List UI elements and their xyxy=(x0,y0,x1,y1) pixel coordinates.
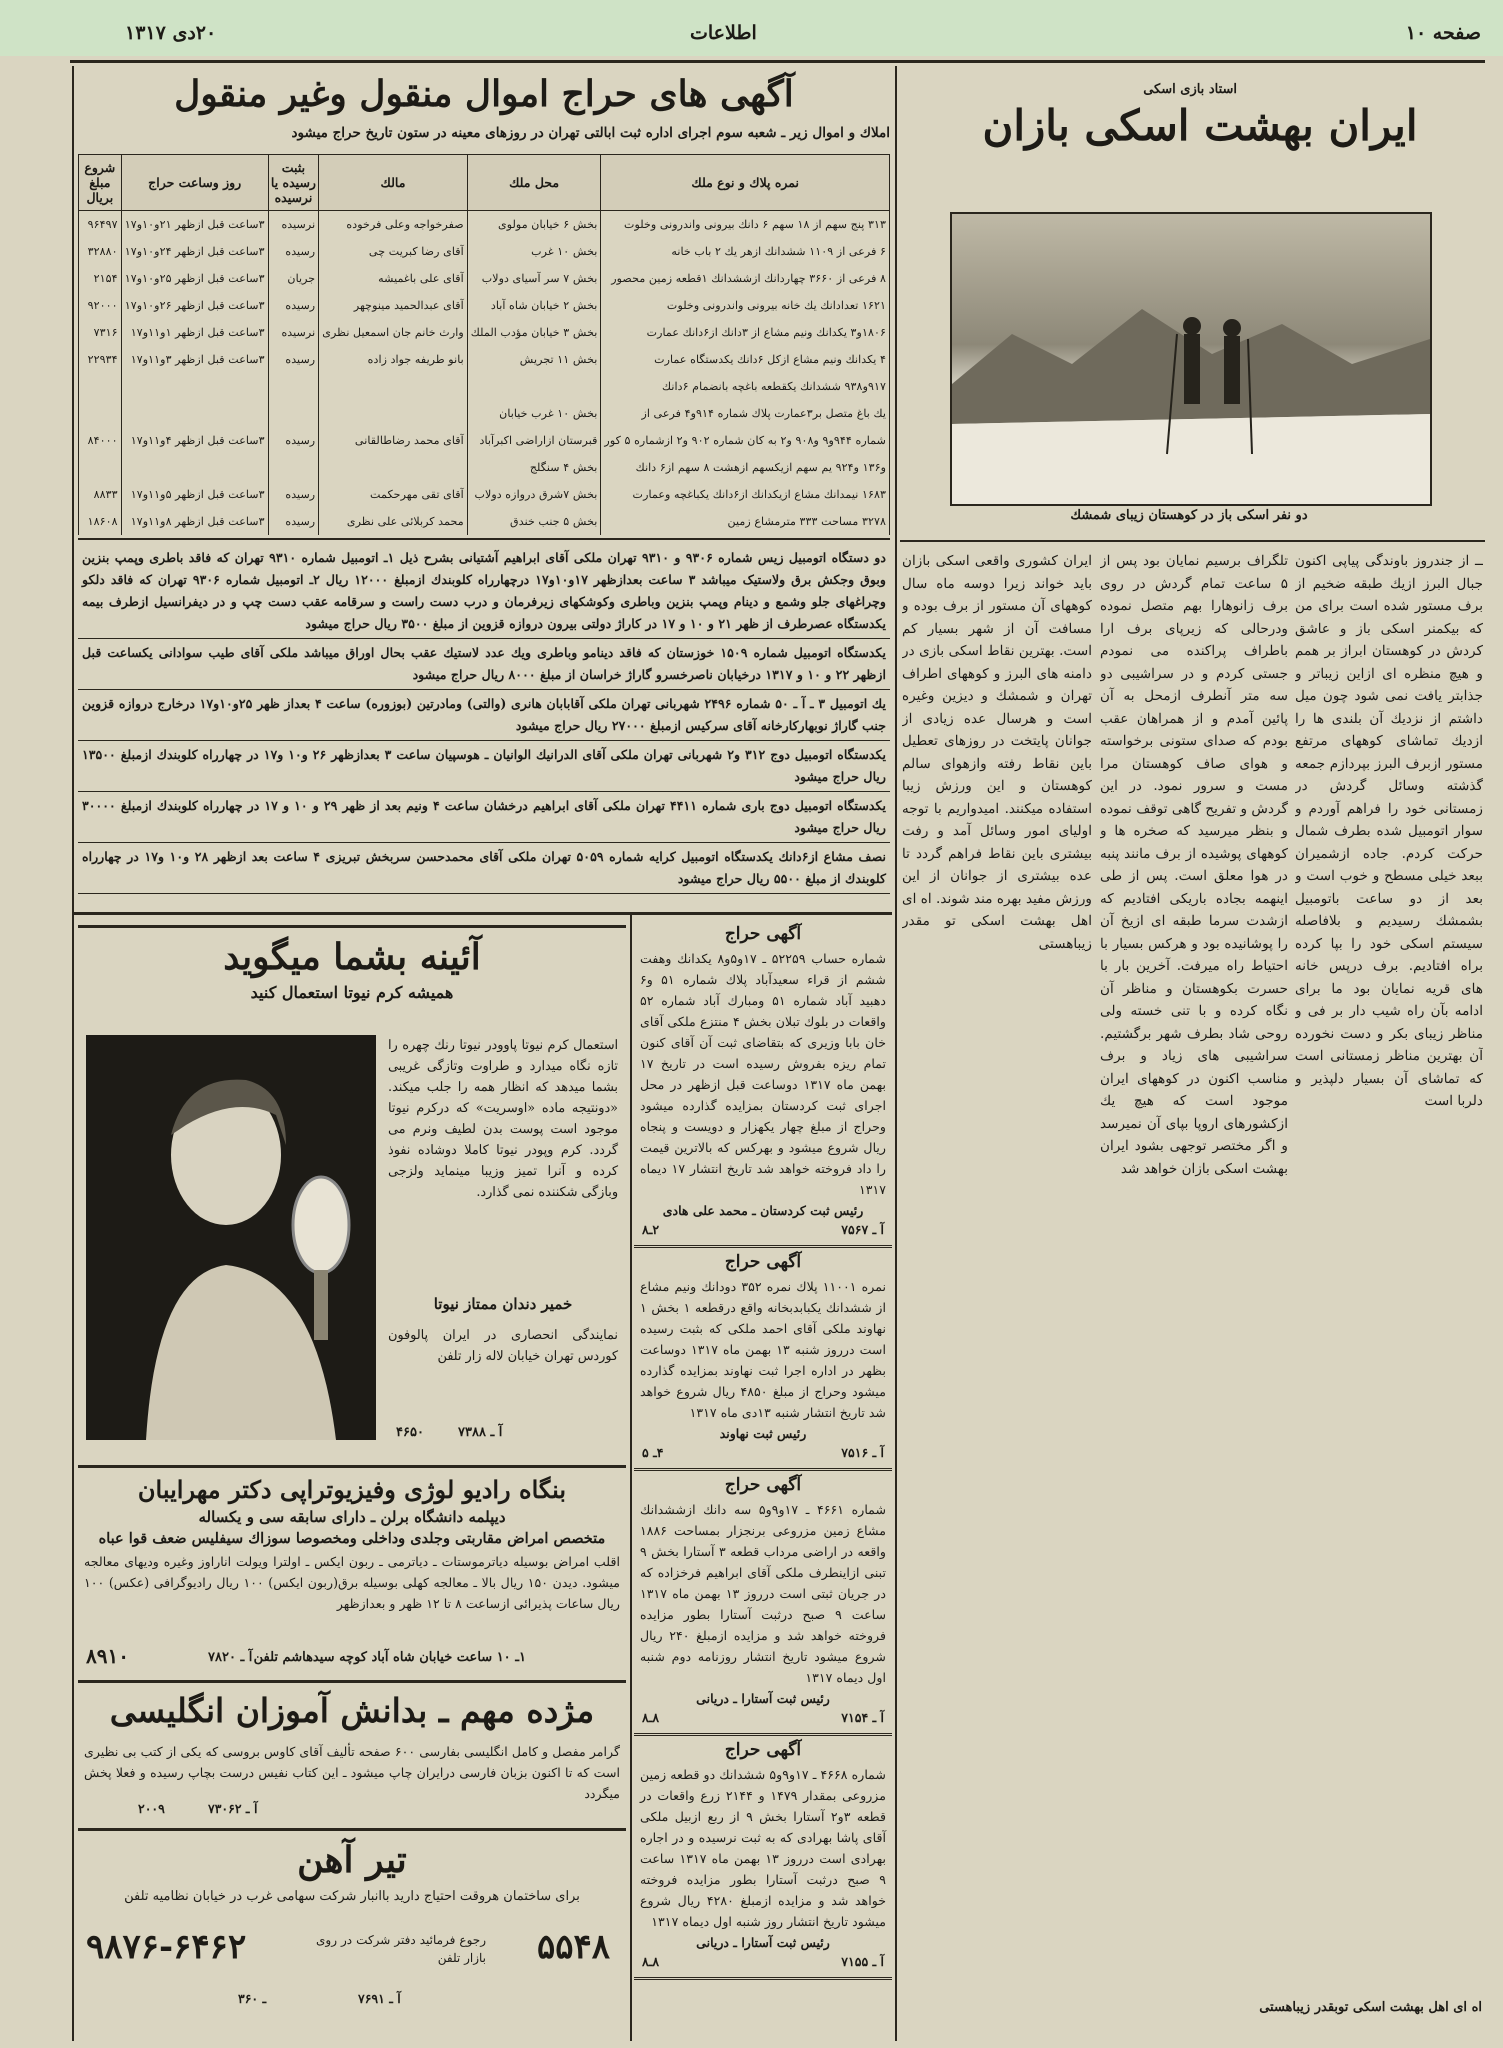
auction-notice-code2: ۸ـ۸ xyxy=(642,1954,660,1969)
auction-notice-title: آگهی حراج xyxy=(724,1475,802,1495)
auction-table-header: نمره پلاك و نوع ملك xyxy=(601,155,890,211)
clinic-phone: ۸۹۱۰ xyxy=(86,1644,129,1668)
auction-table-row xyxy=(79,211,890,239)
auction-table-header: بثبت رسیده یا نرسیده xyxy=(268,155,319,211)
auction-table-cell: بخش ۷شرق دروازه دولاب xyxy=(467,481,601,508)
clinic-code: آ ـ ۷۸۲۰ xyxy=(208,1650,253,1665)
auction-table-cell: ۳ساعت قبل ازظهر ۲۶و۱۰و۱۷ xyxy=(121,292,268,319)
auction-table-cell xyxy=(268,373,319,400)
auction-table-cell xyxy=(79,454,122,481)
auction-table-cell: ۱۶۸۳ نیمدانك مشاع ازیکدانك از۶دانك یکباغچه وعمارت xyxy=(601,481,890,508)
auction-notice-code2: ۲ـ۸ xyxy=(642,1222,660,1237)
vehicle-auction-item: دو دستگاه اتومبیل زیس شماره ۹۳۰۶ و ۹۳۱۰ تهران ملکی آقای ابراهیم آشتیانی بشرح ذیل ۱ـ اتومبیل شماره ۹۳۱۰ تهران که فاقد باطری وپمپ بنزین وبوق وجکش برق ولاستیک میباشد ۳ ساعت بعدازظهر ۱۷و۱۰و۱۷ درچهارراه کلوبندك ازمبلغ ۱۲۰۰۰ ریال ۲ـ اتومبیل شماره ۹۳۰۶ تهران که فاقد دلکو وچراغهای جلو وشمع و دینام وپمپ بنزین وباطری وکوشکهای زیرفرمان و درب دست راست و سرقامه عقب دست چپ و در دیفرانسیل ازطرف بیمه یکدستگاه عصرطرف از ظهر ۲۱ و ۱۰ و ۱۷ در کاراژ دولتی بیرون دروازه قزوین از مبلغ ۳۵۰۰ ریال حراج میشود xyxy=(78,544,890,639)
auction-table-cell xyxy=(467,373,601,400)
auction-table-cell: جریان xyxy=(268,265,319,292)
auction-table-row xyxy=(79,400,890,427)
mirror-subtitle: همیشه کرم نیوتا استعمال کنید xyxy=(250,983,454,1002)
auction-table-cell: بخش ۴ سنگلج xyxy=(467,454,601,481)
table-bottom-rule xyxy=(78,538,890,540)
auction-table-cell: آقای عبدالحمید مینوچهر xyxy=(319,292,468,319)
ski-signature: اه ای اهل بهشت اسکی توبقدر زیباهستی xyxy=(1259,2000,1482,2015)
auction-table-cell: ۳۲۷۸ مساحت ۳۳۳ مترمشاع زمین xyxy=(601,508,890,535)
vehicle-auction-item: یکدستگاه اتومبیل شماره ۱۵۰۹ خوزستان که فاقد دینامو وباطری ویك عدد لاستیك عقب بحال اوراق میباشد ملکی آقای طیب سوادانی یکساعت قبل ازظهر ۲۲ و ۱۰ و ۱۳۱۷ درخیابان ناصرخسرو گاراژ خراسان از مبلغ ۸۰۰۰ ریال حراج میشود xyxy=(78,639,890,690)
auction-table-cell: بخش ۶ خیابان مولوی xyxy=(467,211,601,239)
auction-table-header: محل ملك xyxy=(467,155,601,211)
mirror-body2: نمایندگی انحصاری در ایران پالوفون کوردس تهران خیابان لاله زار تلفن xyxy=(388,1328,618,1364)
mirror-sub2: خمیر دندان ممتاز نیوتا xyxy=(433,1295,573,1313)
english-code: آ ـ ۷۳۰۶۲ xyxy=(208,1801,258,1816)
auction-table-row xyxy=(79,238,890,265)
vehicle-auction-item: نصف مشاع از۶دانك یکدستگاه اتومبیل کرایه شماره ۵۰۵۹ تهران ملکی آقای محمدحسن سربخش تبریزی ۴ ساعت بعد ازظهر ۲۸ و۱۰ و۱۷ در چهارراه کلوبندك از مبلغ ۵۵۰۰ ریال حراج میشود xyxy=(78,843,890,894)
auction-table-cell: ۳ساعت قبل ازظهر ۳و۱۱و۱۷ xyxy=(121,346,268,373)
auction-notice-code2: ۸ـ۸ xyxy=(642,1710,660,1725)
auction-table-cell xyxy=(121,400,268,427)
auction-notice-sign: رئیس ثبت آستارا ـ دریانی xyxy=(696,1691,830,1706)
mirror-body: استعمال کرم نیوتا پاوودر نیوتا رنك چهره را تازه نگاه میدارد و طراوت وتازگی غریبی بشما میدهد که انظار همه را جلب میکند. «دونتیجه ماده «اوسریت» که درکرم نیوتا موجود است پوست بدن لطیف ونرم می گردد. کرم وپودر نیوتا کاملا دوشاده نفوذ کرده و آنرا تمیز وزیبا مینماید ولزجی وبازگی شکننده نمی گذارد. xyxy=(388,1038,618,1200)
auction-table-cell: ۳ساعت قبل ازظهر ۸و۱۱و۱۷ xyxy=(121,508,268,535)
auction-table-cell: شماره ۹۴۴و۹ و۹۰۸ و۲ به کان شماره ۹۰۲ و۲ ازشماره ۵ کور xyxy=(601,427,890,454)
auction-notice-body: نمره ۱۱۰۰۱ پلاك نمره ۳۵۲ دودانك ونیم مشاع از ششدانك یکبابدبخانه واقع درقطعه ۱ بخش ۱ نهاوند ملکی آقای احمد ملکی که بثبت رسیده است درروز شنبه ۱۳ بهمن ماه ۱۳۱۷ دوساعت بظهر در اداره اجرا ثبت نهاوند بمزایده گذارده میشود وحراج از مبلغ ۴۸۵۰ ریال شروع خواهد شد تاریخ انتشار شنبه ۱۳دی ماه ۱۳۱۷ xyxy=(640,1279,887,1420)
english-ad xyxy=(78,1680,626,1823)
auction-table-cell: آقای علی باغمیشه xyxy=(319,265,468,292)
issue-date: ۲۰دی ۱۳۱۷ xyxy=(125,22,217,44)
auction-table-cell: یك باغ متصل بر۳عمارت پلاك شماره ۹۱۴و۴ فرعی از xyxy=(601,400,890,427)
auction-table-cell: ۳۱۳ پنج سهم از ۱۸ سهم ۶ دانك بیرونی واندرونی وخلوت xyxy=(601,211,890,239)
clinic-specialty: متخصص امراض مقاربتی وجلدی وداخلی ومخصوصا سوزاك سیفلیس ضعف قوا عباه xyxy=(98,1530,606,1547)
auction-table-cell xyxy=(79,400,122,427)
auction-title: آگهی های حراج اموال منقول وغیر منقول xyxy=(174,73,794,115)
vehicle-auction-item: یکدستگاه اتومبیل دوج ۳۱۲ و۲ شهربانی تهران ملکی آقای الدرانیك الوانیان ـ هوسپیان ساعت ۳ بعدازظهر ۲۶ و۱۰ و۱۷ در چهارراه کلوبندك ازمبلغ ۱۳۵۰۰ ریال حراج میشود xyxy=(78,741,890,792)
ski-title: ایران بهشت اسکی بازان xyxy=(982,101,1418,150)
tirahan-code: آ ـ ۷۶۹۱ xyxy=(358,1991,401,2006)
ski-article xyxy=(900,70,1485,2035)
auction-table-header: روز وساعت حراج xyxy=(121,155,268,211)
auction-table-header: شروع مبلغ بریال xyxy=(79,155,122,211)
auction-table-cell: ۳ساعت قبل ازظهر ۵و۱۱و۱۷ xyxy=(121,481,268,508)
auction-table-cell: بخش ۷ سر آسیای دولاب xyxy=(467,265,601,292)
clinic-body: اقلب امراض بوسیله دیاترموستات ـ دیاترمی ـ ربون ایکس ـ اولترا ویولت اناراوز وغیره ودیهای معالجه میشود. دیدن ۱۵۰ ریال بالا ـ معالجه کهلی بوسیله برق(ربون ایکس) ۱۰۰ ریال رادیوگرافی (عکس) ۱۰۰ ریال ساعات پذیرائی ازساعت ۸ تا ۱۲ ظهر و بعدازظهر xyxy=(84,1554,620,1611)
auction-table-cell xyxy=(319,400,468,427)
auction-table-cell xyxy=(319,454,468,481)
auction-table xyxy=(78,154,890,535)
skier-2 xyxy=(1224,336,1240,404)
vehicle-auctions xyxy=(78,544,890,894)
auction-table-cell: آقای محمد رضاطالقانی xyxy=(319,427,468,454)
auction-table-cell: بخش ۳ خیابان مؤدب الملك xyxy=(467,319,601,346)
auction-notice-code: آ ـ ۷۵۶۷ xyxy=(841,1222,884,1237)
tirahan-phone-note: رجوع فرمائید دفتر شرکت در روی بازار تلفن xyxy=(316,1933,486,1965)
newspaper-name: اطلاعات xyxy=(690,22,757,44)
auction-notice-code: آ ـ ۷۱۵۴ xyxy=(841,1710,884,1725)
auction-table-cell: بخش ۵ جنب خندق xyxy=(467,508,601,535)
auction-subtitle: املاك و اموال زیر ـ شعبه سوم اجرای اداره ثبت ابالتی تهران در روزهای معینه در ستون تاریخ حراج میشود xyxy=(291,125,890,141)
auction-notice xyxy=(634,924,892,1248)
auction-table-cell: صفرخواجه وعلی فرخوده xyxy=(319,211,468,239)
header-rule xyxy=(70,60,1485,63)
ski-col-right: ــ از جندروز باوندگی پیاپی اکنون جبال البرز ازیك طبقه ضخیم از برف مستور شده است برای من که بیکمنر اسکی باز و عاشق کردش در کوهستان ابراز بر همم و هیچ منظره ای ازاین زیباتر و جذابتر یافت نمی شود چون میل داشتم از نزدیك آن بلندی ها را ازدیك تماشای کوههای مرتفع مستور ازبرف البرز بپردازم جمعه گذشته وسائل گردش در زمستانی خود را فراهم آوردم و سوار اتومبیل شده بطرف شمال حرکت کردم. جاده ازشمیران ببعد خیلی مسطح و خوب است و بعد از دو ساعت باتومبیل بشمشك رسیدیم و بلافاصله سیستم اسکی خود را بپا کرده براه افتادیم. برف درپس خانه های قریه نمایان بود ما برای ادامه بآن راه شیب دار بر فی و مناظر زیبای بکر و دست نخورده آن بهترین مناظر زمستانی است که تماشای آن بسیار دلپذیر و دلربا است xyxy=(1295,553,1483,1109)
auction-table-cell: رسیده xyxy=(268,238,319,265)
auction-notice xyxy=(634,1475,892,1736)
auction-table-cell xyxy=(79,373,122,400)
ski-col-left: ایران کشوری واقعی اسکی بازان باید خواند زیرا دوسه ماه سال کوههای آن مستور از برف بوده و مسافت آن از شهر بسیار کم است. بهترین نقاط اسکی بازی در دامنه های البرز و کوههای اطراف تهران و شمشك و دیزین وغیره است و هرسال عده زیادی از جوانان پایتخت در روزهای تعطیل باین نقاط رفته وازهوای سالم کوهستان و این ورزش زیبا استفاده میکنند. امیدواریم با توجه اولیای امور وسائل آمد و رفت بیشتری باین نقاط فراهم گردد تا عده بیشتری از جوانان از این ورزش مفید بهره مند شوند. اه ای اهل بهشت اسکی تو مقدر زیباهستی xyxy=(902,553,1092,952)
skier-1 xyxy=(1184,334,1200,404)
auction-table-cell: رسیده xyxy=(268,481,319,508)
auction-table-cell: بخش ۲ خیابان شاه آباد xyxy=(467,292,601,319)
auction-table-cell: ۳ساعت قبل ازظهر ۱و۱۱و۱۷ xyxy=(121,319,268,346)
auction-table-cell: ۴ یکدانك ونیم مشاع ازکل ۶دانك یکدستگاه عمارت xyxy=(601,346,890,373)
auction-table-row xyxy=(79,454,890,481)
auction-table-row xyxy=(79,373,890,400)
section-rule-mid xyxy=(72,912,892,915)
skier-2-head xyxy=(1223,319,1241,337)
auction-table-cell: ۱۸۶۰۸ xyxy=(79,508,122,535)
clinic-subtitle: دیپلمه دانشگاه برلن ـ دارای سابقه سی و یکساله xyxy=(198,1508,506,1526)
auction-table-cell: رسیده xyxy=(268,508,319,535)
auction-notice-code: آ ـ ۷۵۱۶ xyxy=(841,1445,884,1460)
auction-table-cell: ۳ساعت قبل ازظهر ۴و۱۱و۱۷ xyxy=(121,427,268,454)
ski-caption: دو نفر اسکی باز در کوهستان زیبای شمشك xyxy=(1070,508,1308,523)
auction-table-cell: آقای رضا کبریت چی xyxy=(319,238,468,265)
auction-table-cell: آقای تقی مهرحکمت xyxy=(319,481,468,508)
ski-kicker: استاد بازی اسکی xyxy=(1143,82,1237,97)
auction-table-cell: ۱۸۰۶و۳ یکدانك ونیم مشاع از ۳دانك از۶دانك عمارت xyxy=(601,319,890,346)
mirror-illustration xyxy=(86,1035,376,1440)
small-auctions-column xyxy=(634,920,892,2038)
auction-table-cell: ۳۲۸۸۰ xyxy=(79,238,122,265)
auction-notice-title: آگهی حراج xyxy=(724,924,802,944)
clinic-title: بنگاه رادیو لوژی وفیزیوتراپی دکتر مهرایبان xyxy=(137,1475,567,1504)
mirror-title: آئینه بشما میگوید xyxy=(223,936,481,978)
auction-table-cell: ۹۶۴۹۷ xyxy=(79,211,122,239)
tirahan-ad xyxy=(78,1828,626,2041)
auction-table-cell: وارث خانم جان اسمعیل نظری xyxy=(319,319,468,346)
auction-table-cell: رسیده xyxy=(268,292,319,319)
tirahan-phone2: ۹۸۷۶-۶۴۶۲ xyxy=(86,1927,247,1967)
auction-notice-title: آگهی حراج xyxy=(724,1740,802,1760)
auction-notice xyxy=(634,1252,892,1471)
auction-notice-body: شماره ۴۶۶۸ ـ ۱۷و۹و۵ ششدانك دو قطعه زمین مزروعی بمقدار ۱۴۷۹ و ۲۱۴۴ زرع واقعات در قطعه ۳و۲ آستارا بخش ۹ از ربع ازبیل ملکی آقای پاشا بهرادی که به ثبت نرسیده و در اجاره بهرادی است درروز ۱۳ بهمن ماه ۱۳۱۷ ساعت ۹ صبح درثبت آستارا بطور مزایده فروخته خواهد شد و مزایده ازمبلغ ۴۲۸۰ ریال شروع میشود تاریخ انتشار روز شنبه اول دیماه ۱۳۱۷ xyxy=(640,1767,887,1929)
auction-table-header: مالك xyxy=(319,155,468,211)
auction-table-cell: رسیده xyxy=(268,427,319,454)
caption-rule xyxy=(900,540,1485,542)
vehicle-auction-item: یکدستگاه اتومبیل دوج باری شماره ۴۴۱۱ تهران ملکی آقای ابراهیم درخشان ساعت ۴ ونیم بعد از ظهر ۲۹ و ۱۰ و ۱۷ در چهارراه کلوبندك ازمبلغ ۳۰۰۰۰ ریال حراج میشود xyxy=(78,792,890,843)
tirahan-phone1: ۵۵۴۸ xyxy=(536,1927,610,1967)
english-body: گرامر مفصل و کامل انگلیسی بفارسی ۶۰۰ صفحه تألیف آقای کاوس بروسی که یکی از کتب بی نظیری است که تا اکنون بزبان فارسی درایران چاپ میشود ـ این کتاب نفیس درست بچاپ رسیده و فعلا پخش میگردد xyxy=(84,1744,620,1801)
ski-col-mid: تلگراف برسیم نمایان بود پس از ۵ ساعت تمام گردش در روی برف زانوهارا بهم متصل نموده ودرحالی که زیرپای برف ارا باطراف پراکنده می نمودم جستی کردم و در سراشیبی دو سه متر آنطرف ازمحل به آن پائین آمدم و از همراهان عقب بودم که صدای ستونی برخواسته و هوای صاف کوهستان مرا مست و سرور نمود. در این گردش و تفریح گاهی توقف نموده و بنظر میرسید که صخره ها و کوههای پوشیده از برف مانند پنبه در هوا معلق است. پس از طی اینهمه بجاده باریکی افتادیم که ازشدت سرما طبقه ای ازیخ آن را پوشانیده بود و هرکس بسیار با احتیاط راه میرفت. آخرین بار با حسرت بکوهستان و مناظر آن نگاه کرده و با تنی خسته ولی روحی شاد بطرف شهر برگشتیم. سراشیبی های زیاد و برف مناسب اکنون در کوههای ایران موجود است که هیچ یك ازکشورهای اروپا بپای آن نمیرسد و اگر مختصر توجهی بشود ایران بهشت اسکی بازان خواهد شد xyxy=(1100,553,1288,1177)
auction-table-cell: ۶ فرعی از ۱۱۰۹ ششدانك ازهر یك ۲ باب خانه xyxy=(601,238,890,265)
page-border-left xyxy=(72,66,74,2041)
auction-table-row xyxy=(79,508,890,535)
auction-table-cell: نرسیده xyxy=(268,211,319,239)
auction-table-cell: محمد کربلائی علی نظری xyxy=(319,508,468,535)
auction-table-row xyxy=(79,427,890,454)
ad-border-top xyxy=(78,925,626,928)
auction-table-row xyxy=(79,346,890,373)
auction-table-cell: ۸ فرعی از ۳۶۶۰ چهاردانك ازششدانك ۱قطعه زمین محصور xyxy=(601,265,890,292)
auction-table-cell xyxy=(268,454,319,481)
auction-table-cell: ۸۴۰۰۰ xyxy=(79,427,122,454)
mirror-phone: ۴۶۵۰ xyxy=(396,1425,424,1440)
auction-notice-body: شماره حساب ۵۲۲۵۹ ـ ۱۷و۵و۸ یکدانك وهفت ششم از قراء سعیدآباد پلاك شماره ۵۱ و۶ دهبید آباد شماره ۵۱ ومبارك آباد شماره ۵۲ واقعات در بلوك تبلان بخش ۴ منتزع ملکی آقای خان بابا وزیری که بتقاضای ثبت آن آقای کنون تمام ریزه بفروش رسیده است در تاریخ ۱۷ بهمن ماه ۱۳۱۷ دوساعت قبل ازظهر در محل اجرای ثبت کردستان بمزایده گذارده میشود وحراج از مبلغ چهار یکهزار و دویست و پنجاه ریال شروع میشود و بهرکس که بالاترین قیمت را داد فروخته خواهد شد تاریخ انتشار ۱۷ دیماه ۱۳۱۷ xyxy=(640,951,887,1197)
mirror-code: آ ـ ۷۳۸۸ xyxy=(458,1425,503,1440)
auction-notice-sign: رئیس ثبت آستارا ـ دریانی xyxy=(696,1935,830,1950)
auction-table-cell: ۲۲۹۳۴ xyxy=(79,346,122,373)
english-code2: ۲۰۰۹ xyxy=(138,1801,165,1816)
page-number: صفحه ۱۰ xyxy=(1405,22,1481,44)
auction-table-cell: ۲۱۵۴ xyxy=(79,265,122,292)
auction-table-cell xyxy=(319,373,468,400)
auction-table-cell: ۳ساعت قبل ازظهر ۲۵و۱۰و۱۷ xyxy=(121,265,268,292)
auction-table-row xyxy=(79,265,890,292)
auction-section xyxy=(78,70,890,910)
auction-notice-title: آگهی حراج xyxy=(724,1252,802,1272)
auction-notice-body: شماره ۴۶۶۱ ـ ۱۷و۹و۵ سه دانك ازششدانك مشاع زمین مزروعی برنجزار بمساحت ۱۸۸۶ واقعه در اراضی مرداب قطعه ۳ آستارا بخش ۹ تبنی ازاینطرف ملکی آقای ابراهیم فرخزاده که در جریان ثبتی است درروز ۱۳ بهمن ماه ۱۳۱۷ ساعت ۹ صبح درثبت آستارا بطور مزایده فروخته خواهد شد و مزایده ازمبلغ ۲۴۰ ریال شروع میشود تاریخ انتشار روزنامه دوم شنبه اول دیماه ۱۳۱۷ xyxy=(640,1502,887,1685)
column-rule-right xyxy=(895,66,897,2041)
auction-table-cell: ۹۲۰۰۰ xyxy=(79,292,122,319)
auction-notice-sign: رئیس ثبت کردستان ـ محمد علی هادی xyxy=(662,1203,864,1218)
clinic-address: ۱ـ ۱۰ ساعت خیابان شاه آباد کوچه سیدهاشم تلفن xyxy=(253,1650,526,1665)
ski-photo-illustration xyxy=(952,214,1430,504)
auction-table-row xyxy=(79,292,890,319)
auction-table-cell: قبرستان ازاراضی اکبرآباد xyxy=(467,427,601,454)
auction-table-cell: ۳ساعت قبل ازظهر ۲۱و۱۰و۱۷ xyxy=(121,211,268,239)
ski-photo xyxy=(950,212,1432,506)
auction-table-cell: ۳ساعت قبل ازظهر ۲۴و۱۰و۱۷ xyxy=(121,238,268,265)
auction-table-cell: ۷۳۱۶ xyxy=(79,319,122,346)
auction-table-row xyxy=(79,481,890,508)
woman-with-mirror-icon xyxy=(86,1035,376,1440)
snow-slope xyxy=(952,414,1430,504)
english-title: مژده مهم ـ بدانش آموزان انگلیسی xyxy=(109,1691,595,1730)
tirahan-body: برای ساختمان هروقت احتیاج دارید باانبار شرکت سهامی غرب در خیابان نظامیه تلفن xyxy=(124,1889,580,1904)
auction-table-cell: رسیده xyxy=(268,346,319,373)
auction-table-cell: ۱۶۲۱ تعدادانك یك خانه بیرونی واندرونی وخلوت xyxy=(601,292,890,319)
auction-table-cell: بخش ۱۰ غرب xyxy=(467,238,601,265)
auction-notice-code: آ ـ ۷۱۵۵ xyxy=(841,1954,884,1969)
auction-notice-sign: رئیس ثبت نهاوند xyxy=(719,1426,807,1441)
auction-table-cell xyxy=(268,400,319,427)
clinic-ad xyxy=(78,1465,626,1673)
auction-table-cell: نرسیده xyxy=(268,319,319,346)
tirahan-title: تیر آهن xyxy=(297,1839,407,1881)
auction-table-cell: ۸۸۳۳ xyxy=(79,481,122,508)
auction-table-cell: بخش ۱۱ تجریش xyxy=(467,346,601,373)
column-rule-auctions xyxy=(630,915,632,2041)
mirror-ad xyxy=(78,925,626,1460)
auction-table-cell: و۱۳۶ و۹۲۴ یم سهم ازیکسهم ازهشت ۸ سهم از۶ دانك xyxy=(601,454,890,481)
auction-table-cell: بانو طریفه جواد زاده xyxy=(319,346,468,373)
vehicle-auction-item: یك اتومبیل ۳ ـ آ ـ ۵۰ شماره ۲۴۹۶ شهربانی تهران ملکی آقابابان هانری (والتی) ومادرتین (بوزوره) ساعت ۴ بعداز ظهر ۲۵و۱۰و۱۷ درخارج دروازه قزوین جنب گاراژ نوبهارکارخانه آقای سرکیس ازمبلغ ۲۷۰۰۰ ریال حراج میشود xyxy=(78,690,890,741)
auction-table-row xyxy=(79,319,890,346)
auction-notice xyxy=(634,1740,892,1980)
auction-table-cell: ۹۱۷و۹۳۸ ششدانك یکقطعه باغچه بانضمام ۶دانك xyxy=(601,373,890,400)
tirahan-code2: ۳ـ ۶۰ xyxy=(238,1991,267,2006)
auction-table-cell xyxy=(121,373,268,400)
auction-notice-code2: ۴ـ ۵ xyxy=(642,1445,664,1460)
auction-table-cell xyxy=(121,454,268,481)
auction-table-cell: بخش ۱۰ غرب خیابان xyxy=(467,400,601,427)
skier-1-head xyxy=(1183,317,1201,335)
